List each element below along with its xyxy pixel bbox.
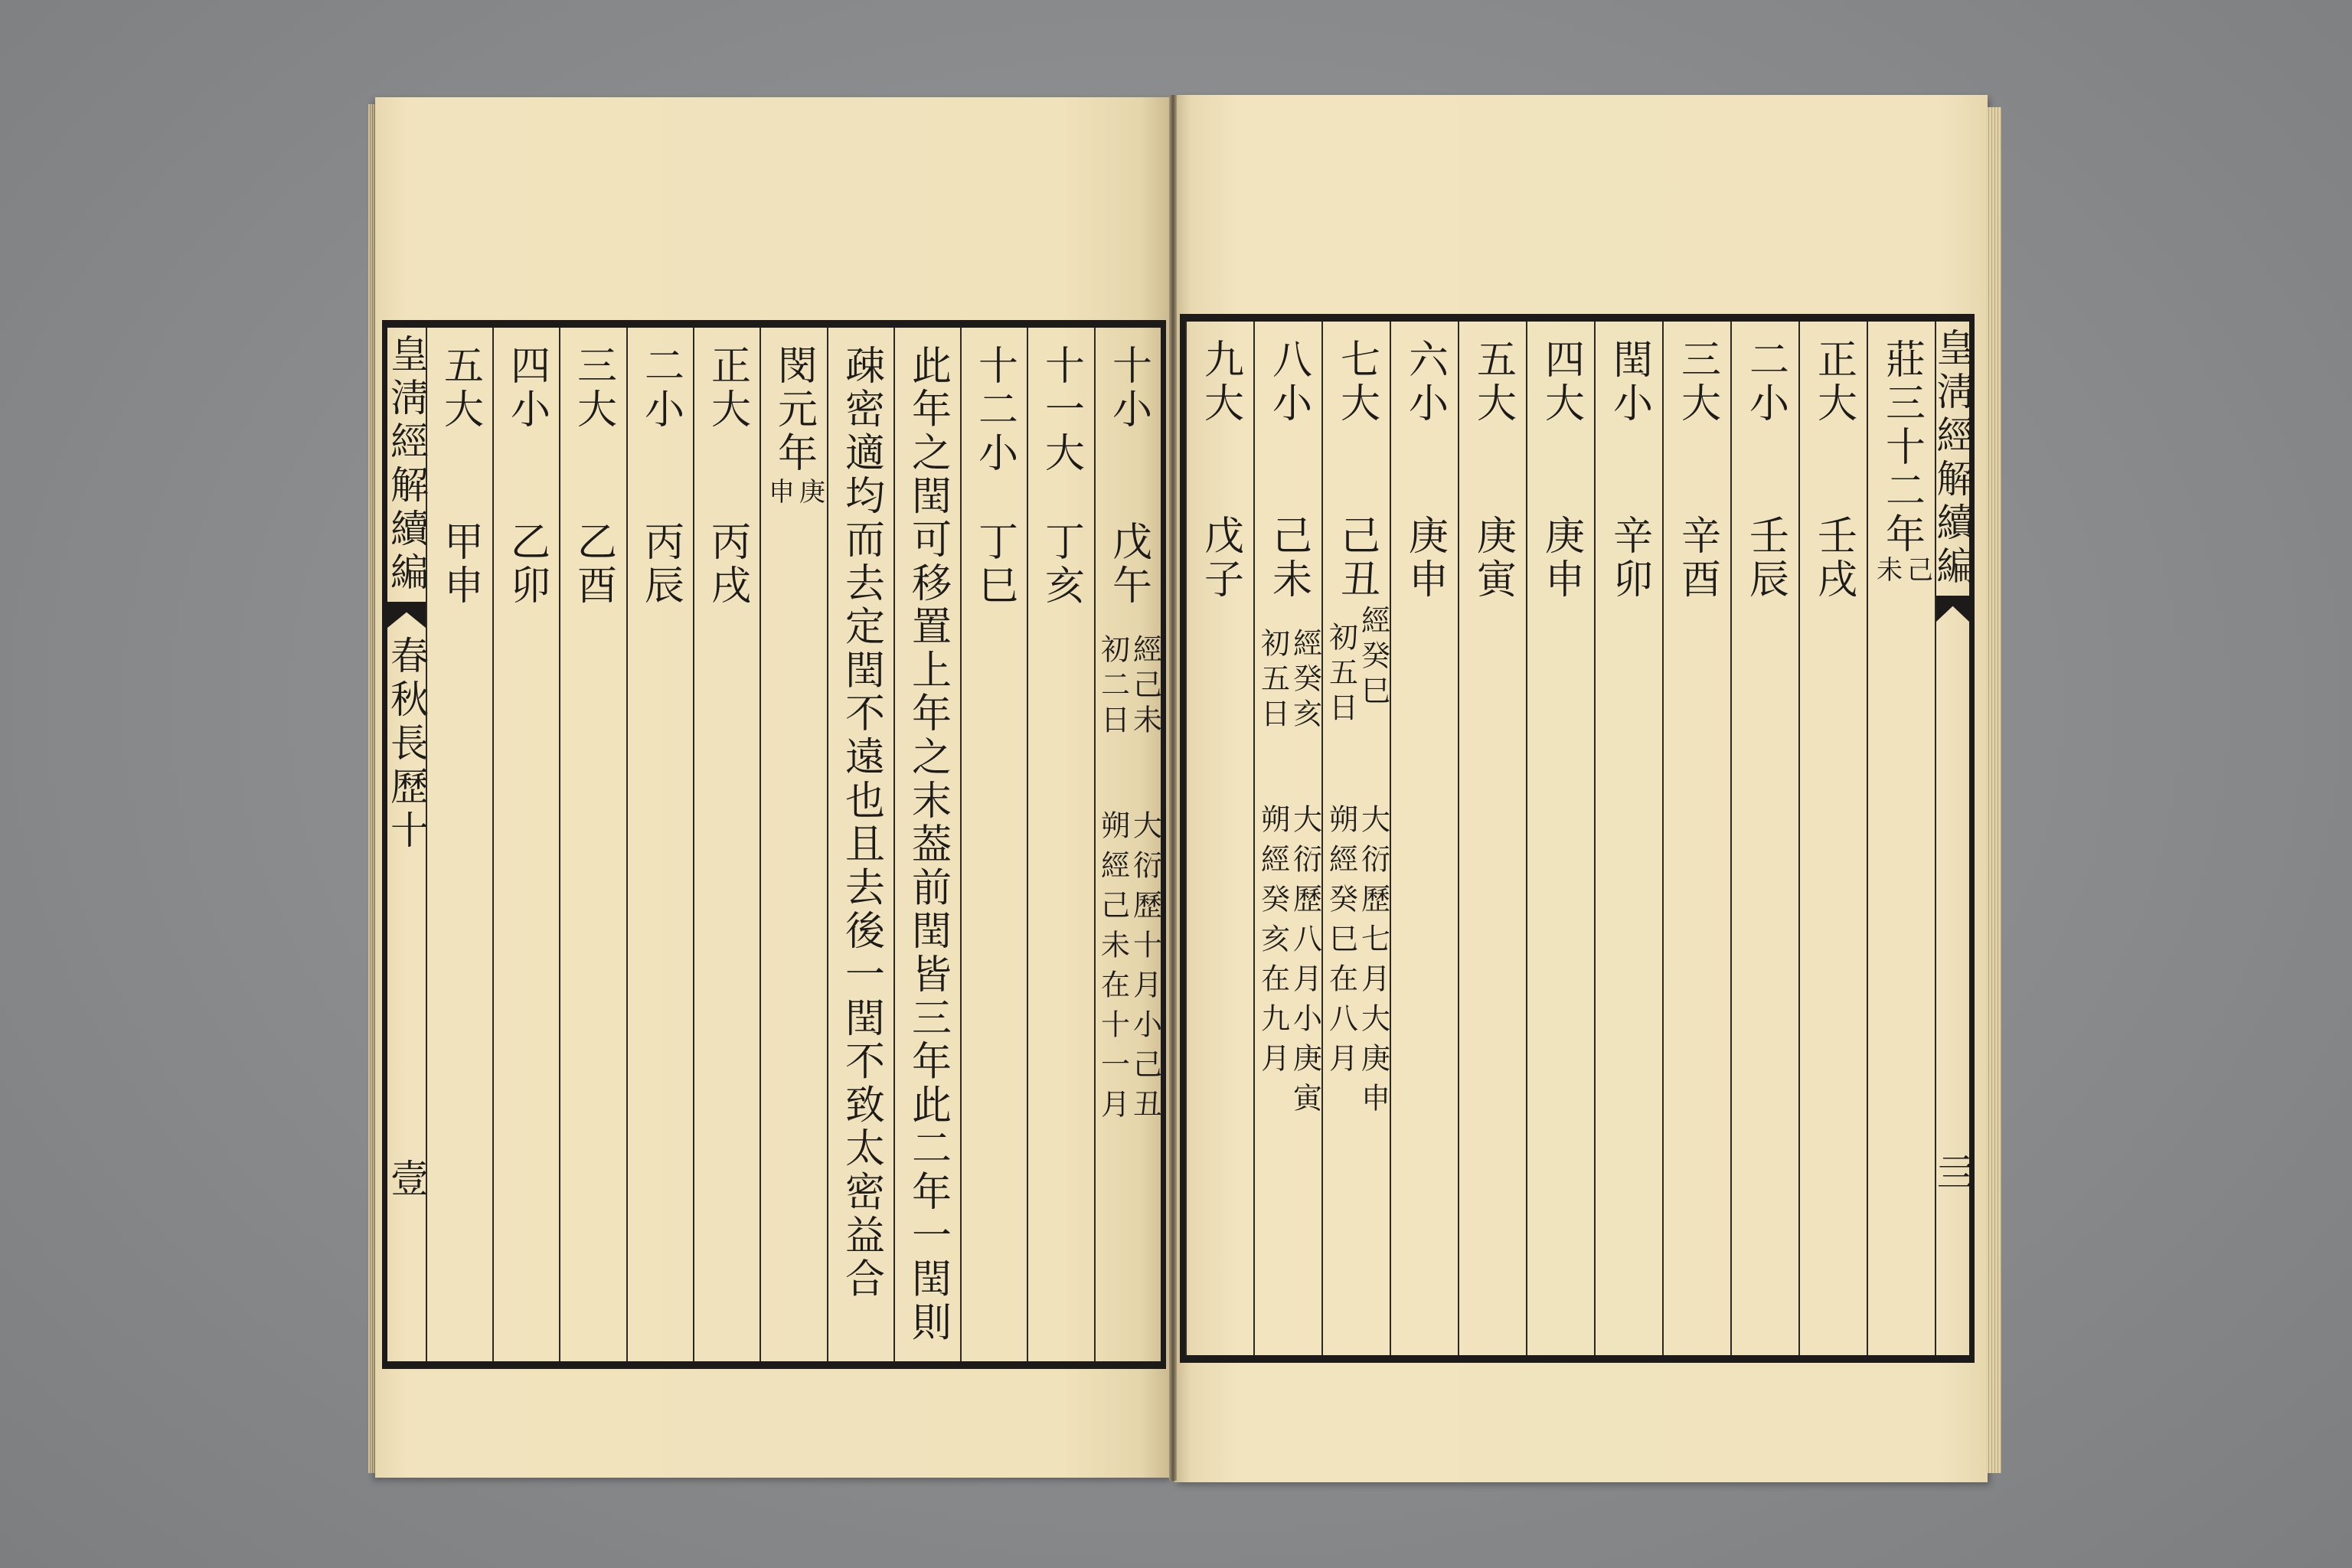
day-label: 己未 xyxy=(1265,514,1312,602)
margin-book-title: 皇淸經解續編 xyxy=(384,334,429,596)
year-ganzhi-right: 己 xyxy=(1902,556,1933,582)
month-column xyxy=(1321,322,1390,1355)
note-left-line: 朔經癸亥在九月 xyxy=(1256,804,1290,1083)
year-heading-column xyxy=(760,328,826,1361)
day-label: 己丑 xyxy=(1333,514,1380,602)
month-column xyxy=(1526,322,1594,1355)
month-label: 六小 xyxy=(1401,338,1448,426)
right-page-margin-column xyxy=(1930,322,1975,1355)
month-column xyxy=(693,328,760,1361)
month-column xyxy=(1094,328,1161,1361)
month-column xyxy=(1594,322,1662,1355)
day-label: 戊午 xyxy=(1105,521,1152,608)
year-heading-column xyxy=(1867,322,1935,1355)
right-page-edge-stack xyxy=(1986,107,2001,1473)
month-label: 三大 xyxy=(570,345,616,432)
year-ganzhi-left: 未 xyxy=(1871,556,1903,582)
day-label: 壬戌 xyxy=(1810,514,1857,602)
book-gutter xyxy=(1169,95,1177,1481)
month-column xyxy=(626,328,693,1361)
month-label: 五大 xyxy=(1469,338,1516,426)
note-right-line: 經癸亥 xyxy=(1288,628,1322,733)
day-label: 辛酉 xyxy=(1674,514,1720,602)
month-column xyxy=(1730,322,1798,1355)
month-label: 正大 xyxy=(704,345,750,432)
month-label: 正大 xyxy=(1810,338,1857,426)
month-label: 四小 xyxy=(503,345,550,432)
note-right-line: 經癸巳 xyxy=(1356,605,1390,710)
left-page-margin-column xyxy=(384,328,429,1361)
month-column xyxy=(1662,322,1730,1355)
note-left-line: 初二日 xyxy=(1096,634,1130,740)
month-label: 閏小 xyxy=(1606,338,1652,426)
month-column xyxy=(1798,322,1867,1355)
month-column xyxy=(1185,322,1253,1355)
month-label: 九大 xyxy=(1197,338,1243,426)
commentary-line: 此年之閏可移置上年之末葢前閏皆三年此二年一閏則 xyxy=(904,345,951,1345)
month-column xyxy=(1390,322,1458,1355)
month-column xyxy=(426,328,492,1361)
month-label: 二小 xyxy=(1742,338,1788,426)
month-label: 七大 xyxy=(1333,338,1380,426)
right-page-frame xyxy=(1180,314,1975,1363)
month-label: 二小 xyxy=(637,345,684,432)
fishtail-mark xyxy=(387,602,426,628)
day-label: 辛卯 xyxy=(1606,514,1652,602)
day-label: 乙卯 xyxy=(503,521,550,608)
month-label: 五大 xyxy=(436,345,483,432)
margin-page-number: 壹 xyxy=(384,1158,429,1197)
year-ganzhi-left: 申 xyxy=(763,478,795,504)
note-right-line: 大衍歷七月大庚申 xyxy=(1356,804,1390,1122)
year-heading: 閔元年 xyxy=(770,345,817,475)
day-label: 丙辰 xyxy=(637,521,684,608)
note-left-line: 朔經癸巳在八月 xyxy=(1324,804,1358,1083)
month-column xyxy=(1458,322,1526,1355)
day-label: 壬辰 xyxy=(1742,514,1788,602)
month-column xyxy=(492,328,559,1361)
commentary-line: 疎密適均而去定閏不遠也且去後一閏不致太密益合 xyxy=(838,345,884,1302)
note-right-line: 大衍歷八月小庚寅 xyxy=(1288,804,1322,1122)
commentary-column xyxy=(893,328,960,1361)
day-label: 丁巳 xyxy=(971,521,1018,608)
month-label: 十一大 xyxy=(1037,345,1084,475)
year-heading: 莊三十二年 xyxy=(1878,338,1925,557)
note-left-line: 初五日 xyxy=(1324,622,1358,727)
note-right-line: 大衍歷十月小己丑 xyxy=(1128,810,1162,1129)
fishtail-mark xyxy=(1936,596,1969,622)
left-page-frame xyxy=(382,320,1166,1369)
day-label: 丁亥 xyxy=(1037,521,1084,608)
note-right-line: 經己未 xyxy=(1128,634,1162,740)
margin-section-title: 春秋長歷十 xyxy=(384,635,429,854)
margin-page-number: 亖 xyxy=(1930,1152,1975,1191)
month-column xyxy=(559,328,626,1361)
month-column xyxy=(960,328,1027,1361)
year-ganzhi-right: 庚 xyxy=(794,478,825,504)
note-left-line: 朔經己未在十一月 xyxy=(1096,810,1130,1129)
day-label: 戊子 xyxy=(1197,514,1243,602)
commentary-column xyxy=(827,328,893,1361)
margin-book-title: 皇淸經解續編 xyxy=(1930,328,1975,590)
note-left-line: 初五日 xyxy=(1256,628,1290,733)
month-column xyxy=(1027,328,1093,1361)
day-label: 乙酉 xyxy=(570,521,616,608)
month-label: 十小 xyxy=(1105,345,1152,432)
day-label: 庚申 xyxy=(1401,514,1448,602)
month-label: 三大 xyxy=(1674,338,1720,426)
month-label: 四大 xyxy=(1537,338,1584,426)
day-label: 庚寅 xyxy=(1469,514,1516,602)
month-label: 十二小 xyxy=(971,345,1018,475)
month-column xyxy=(1253,322,1321,1355)
day-label: 甲申 xyxy=(436,521,483,608)
day-label: 庚申 xyxy=(1537,514,1584,602)
day-label: 丙戌 xyxy=(704,521,750,608)
month-label: 八小 xyxy=(1265,338,1312,426)
